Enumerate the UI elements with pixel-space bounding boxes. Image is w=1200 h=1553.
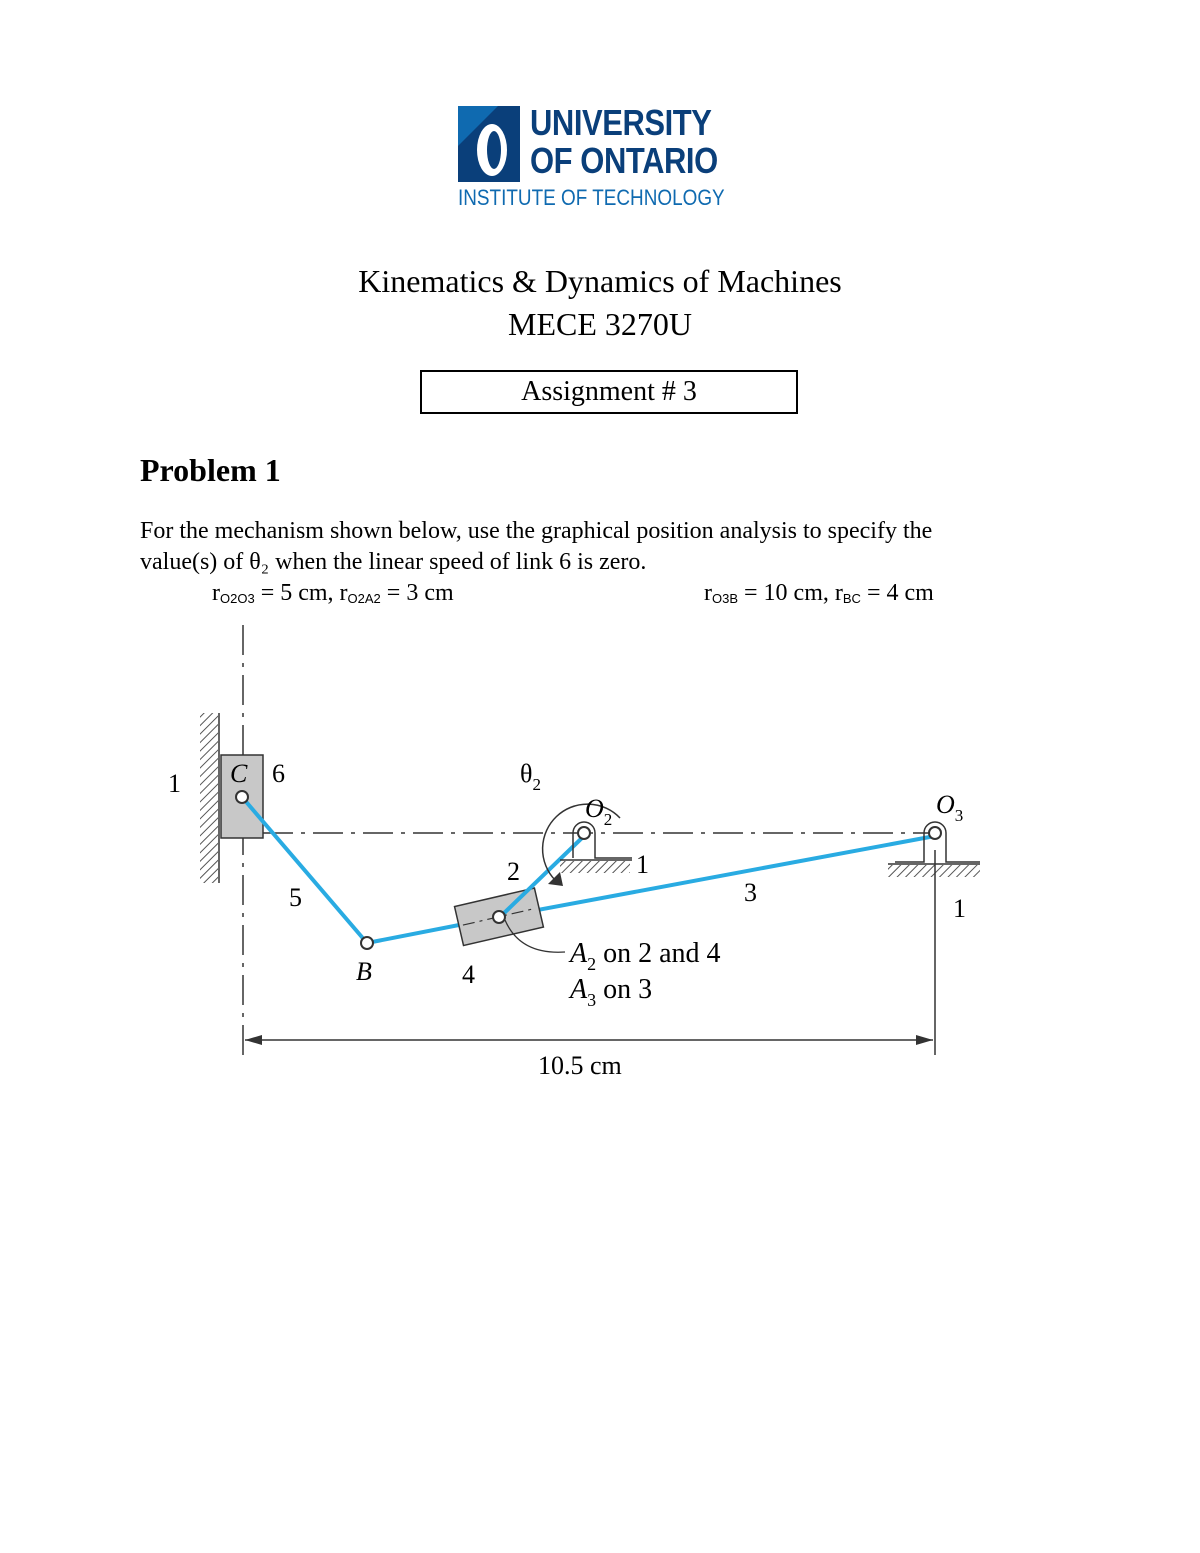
a2-text: on 2 and 4 (596, 938, 721, 969)
label-o3 (936, 790, 963, 825)
o3-ground-hatch (888, 865, 980, 877)
label-b: B (356, 957, 372, 986)
a2-subscript: 2 (587, 954, 597, 974)
dimension-arrow-left (245, 1035, 262, 1045)
label-a3 (568, 974, 652, 1010)
given-r-symbol: r (704, 580, 712, 606)
label-link-4: 4 (462, 960, 475, 989)
given-value: = 10 cm, (744, 580, 835, 606)
o3-letter: O (936, 790, 955, 819)
label-link-6: 6 (272, 759, 285, 788)
logo-line-3: INSTITUTE OF TECHNOLOGY (458, 185, 725, 210)
theta-subscript: 2 (532, 775, 541, 794)
logo-line-2: OF ONTARIO (530, 140, 718, 181)
left-wall-hatch (200, 713, 218, 883)
university-logo (458, 104, 738, 214)
given-r-symbol: r (212, 580, 220, 606)
o2-letter: O (585, 794, 604, 823)
label-c: C (230, 759, 248, 788)
label-theta-2 (520, 759, 541, 794)
assignment-label: Assignment # 3 (420, 370, 798, 414)
label-dimension: 10.5 cm (538, 1051, 622, 1080)
course-code: MECE 3270U (508, 306, 692, 342)
given-value: = 5 cm, (260, 580, 340, 606)
theta-symbol: θ (520, 759, 533, 788)
label-link-3: 3 (744, 878, 757, 907)
label-ground-mid: 1 (636, 850, 649, 879)
label-ground-right: 1 (953, 894, 966, 923)
mechanism-figure (160, 620, 1000, 1090)
problem-statement-line-2: value(s) of θ₂ when the linear speed of link 6 is zero. (140, 549, 647, 575)
label-a2 (568, 938, 721, 974)
given-value: = 3 cm (386, 580, 454, 606)
a3-letter: A (570, 974, 588, 1005)
link-3 (500, 836, 935, 917)
pin-o3 (929, 827, 941, 839)
given-subscript: BC (842, 591, 861, 606)
o2-ground-hatch (560, 861, 630, 873)
given-value: = 4 cm (866, 580, 934, 606)
dimension-arrow-right (916, 1035, 933, 1045)
given-lengths-left (212, 580, 454, 607)
problem-heading: Problem 1 (140, 452, 281, 488)
pin-o2 (578, 827, 590, 839)
course-title: Kinematics & Dynamics of Machines (358, 263, 842, 299)
given-r-symbol: r (339, 580, 348, 606)
given-subscript: O2A2 (347, 591, 381, 606)
given-subscript: O2O3 (220, 591, 255, 606)
a3-subscript: 3 (587, 990, 597, 1010)
label-link-5: 5 (289, 883, 302, 912)
given-lengths-right (704, 580, 934, 607)
pin-a (493, 911, 505, 923)
label-ground-left: 1 (168, 769, 181, 798)
o2-subscript: 2 (603, 810, 613, 829)
university-emblem-icon (458, 106, 520, 182)
link-5 (242, 797, 367, 943)
given-r-symbol: r (834, 580, 843, 606)
logo-line-1: UNIVERSITY (530, 102, 712, 143)
given-subscript: O3B (712, 591, 739, 606)
o3-subscript: 3 (954, 806, 964, 825)
pin-b (361, 937, 373, 949)
a3-text: on 3 (596, 974, 653, 1005)
label-link-2: 2 (507, 857, 520, 886)
pin-c (236, 791, 248, 803)
problem-statement-line-1: For the mechanism shown below, use the graphical position analysis to specify the (140, 518, 933, 544)
a2-letter: A (570, 938, 588, 969)
